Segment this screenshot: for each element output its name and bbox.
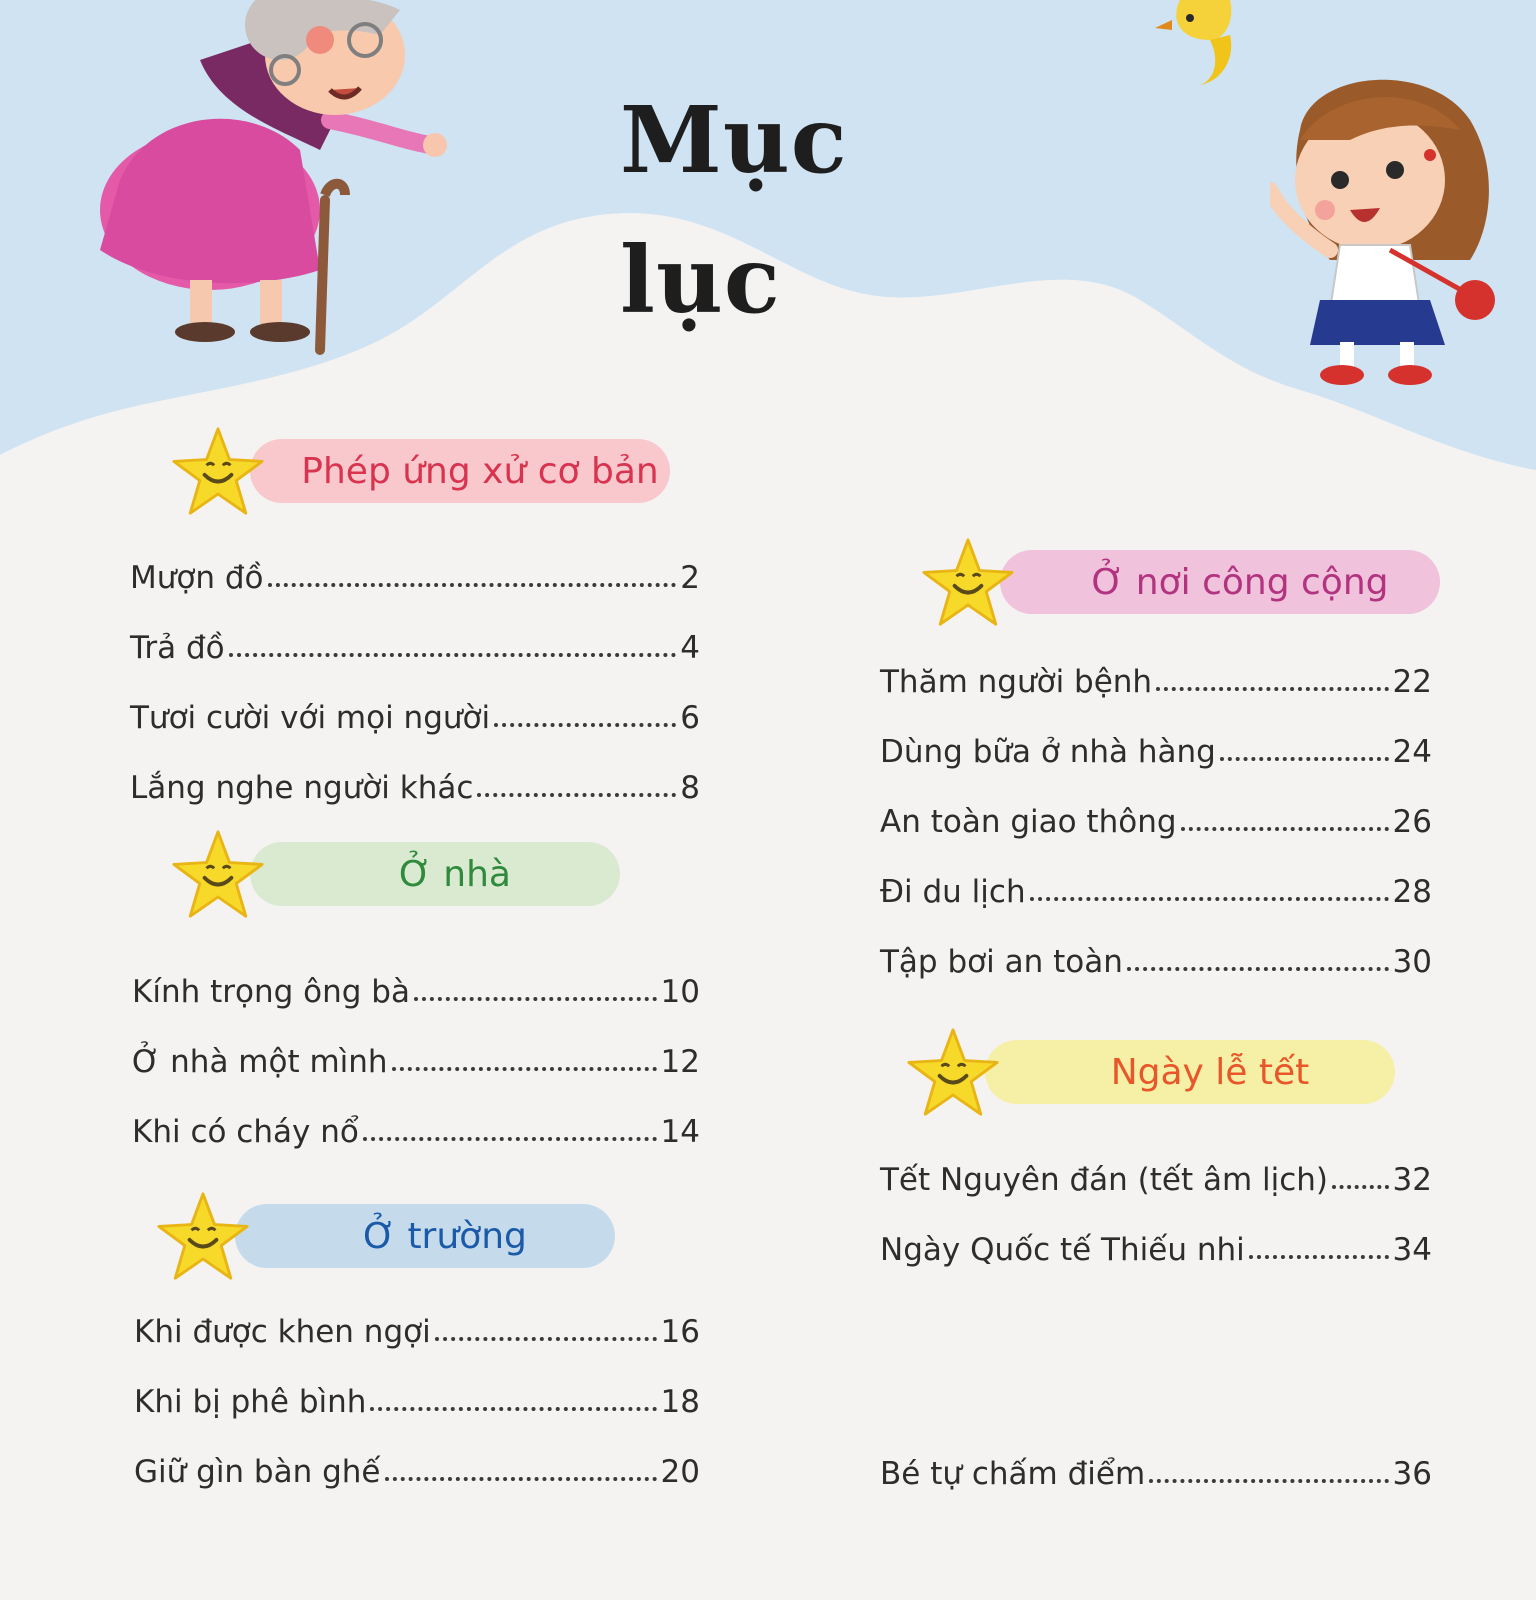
section-pill	[985, 1040, 1395, 1104]
star-smiley-icon	[155, 1190, 251, 1282]
toc-entry-page: 36	[1392, 1456, 1432, 1492]
toc-entry-label: Mượn đồ	[130, 560, 264, 596]
toc-entry-label: Tết Nguyên đán (tết âm lịch)	[880, 1162, 1329, 1198]
star-smiley-icon	[920, 536, 1016, 628]
toc-entry-page: 10	[660, 974, 700, 1010]
star-smiley-icon	[170, 828, 266, 920]
section-title: Ở nơi công cộng	[1091, 561, 1389, 603]
section-pill	[1000, 550, 1440, 614]
dot-leader	[414, 997, 657, 1001]
grandmother-illustration	[80, 0, 460, 370]
section-header-phep-ung-xu	[170, 425, 670, 513]
toc-entry[interactable]	[132, 962, 700, 1010]
toc-entry-page: 2	[680, 560, 700, 596]
toc-entry[interactable]	[880, 862, 1432, 910]
toc-entry-page: 14	[660, 1114, 700, 1150]
toc-entry[interactable]	[134, 1372, 700, 1420]
section-pill	[250, 842, 620, 906]
toc-entry-label: Kính trọng ông bà	[132, 974, 410, 1010]
toc-entry-label: An toàn giao thông	[880, 804, 1177, 840]
toc-entry-label: Bé tự chấm điểm	[880, 1456, 1146, 1492]
dot-leader	[1030, 897, 1389, 901]
toc-entry[interactable]	[130, 548, 700, 596]
toc-entry-page: 34	[1392, 1232, 1432, 1268]
dot-leader	[1181, 827, 1389, 831]
toc-entry-label: Đi du lịch	[880, 874, 1026, 910]
toc-entry[interactable]	[134, 1302, 700, 1350]
toc-entry[interactable]	[132, 1032, 700, 1080]
toc-entry-label: Tươi cười với mọi người	[130, 700, 491, 736]
toc-entry-label: Thăm người bệnh	[880, 664, 1153, 700]
section-header-ngay-le-tet	[905, 1026, 1405, 1114]
section-title: Phép ứng xử cơ bản	[301, 450, 659, 492]
section-title: Ở trường	[363, 1215, 527, 1257]
dot-leader	[435, 1337, 657, 1341]
toc-entry-page: 8	[680, 770, 700, 806]
dot-leader	[1332, 1185, 1389, 1189]
toc-entry[interactable]	[880, 792, 1432, 840]
section-title: Ở nhà	[398, 853, 511, 895]
toc-entry-label: Giữ gìn bàn ghế	[134, 1454, 381, 1490]
dot-leader	[268, 583, 677, 587]
toc-entry-final[interactable]	[880, 1444, 1432, 1492]
dot-leader	[494, 723, 676, 727]
toc-entry-page: 18	[660, 1384, 700, 1420]
toc-entry-page: 16	[660, 1314, 700, 1350]
toc-entry-page: 22	[1392, 664, 1432, 700]
star-smiley-icon	[170, 425, 266, 517]
dot-leader	[1249, 1255, 1389, 1259]
toc-entry-label: Trả đồ	[130, 630, 225, 666]
toc-entry[interactable]	[880, 1150, 1432, 1198]
toc-entry-page: 32	[1392, 1162, 1432, 1198]
toc-entry-page: 6	[680, 700, 700, 736]
toc-entry-page: 4	[680, 630, 700, 666]
dot-leader	[1156, 687, 1388, 691]
section-pill	[235, 1204, 615, 1268]
dot-leader	[477, 793, 676, 797]
dot-leader	[229, 653, 677, 657]
toc-entry[interactable]	[880, 652, 1432, 700]
section-header-o-truong	[155, 1190, 615, 1278]
toc-entry-page: 24	[1392, 734, 1432, 770]
star-smiley-icon	[905, 1026, 1001, 1118]
toc-entry-page: 12	[660, 1044, 700, 1080]
toc-entry-page: 30	[1392, 944, 1432, 980]
toc-entry-label: Ở nhà một mình	[132, 1044, 388, 1080]
section-title: Ngày lễ tết	[1110, 1051, 1310, 1093]
dot-leader	[370, 1407, 656, 1411]
toc-entry-label: Tập bơi an toàn	[880, 944, 1123, 980]
dot-leader	[1127, 967, 1389, 971]
page-title: Mục lục	[620, 86, 848, 334]
toc-entry[interactable]	[880, 722, 1432, 770]
toc-entry-page: 20	[660, 1454, 700, 1490]
toc-entry-label: Dùng bữa ở nhà hàng	[880, 734, 1216, 770]
toc-entry-label: Khi có cháy nổ	[132, 1114, 359, 1150]
toc-entry[interactable]	[880, 932, 1432, 980]
toc-entry[interactable]	[134, 1442, 700, 1490]
toc-entry-label: Khi bị phê bình	[134, 1384, 367, 1420]
dot-leader	[385, 1477, 657, 1481]
toc-entry-label: Ngày Quốc tế Thiếu nhi	[880, 1232, 1245, 1268]
toc-entry[interactable]	[132, 1102, 700, 1150]
section-header-o-nha	[170, 828, 620, 916]
toc-entry-page: 28	[1392, 874, 1432, 910]
dot-leader	[392, 1067, 657, 1071]
toc-entry[interactable]	[130, 618, 700, 666]
section-pill	[250, 439, 670, 503]
girl-illustration	[1270, 70, 1520, 400]
toc-entry-page: 26	[1392, 804, 1432, 840]
dot-leader	[1220, 757, 1389, 761]
toc-entry-label: Lắng nghe người khác	[130, 770, 474, 806]
dot-leader	[1149, 1479, 1388, 1483]
dot-leader	[363, 1137, 657, 1141]
toc-entry-label: Khi được khen ngợi	[134, 1314, 431, 1350]
section-header-o-noi-cong-cong	[920, 536, 1440, 624]
toc-entry[interactable]	[880, 1220, 1432, 1268]
yellow-bird-illustration	[1150, 0, 1260, 90]
toc-entry[interactable]	[130, 758, 700, 806]
toc-entry[interactable]	[130, 688, 700, 736]
